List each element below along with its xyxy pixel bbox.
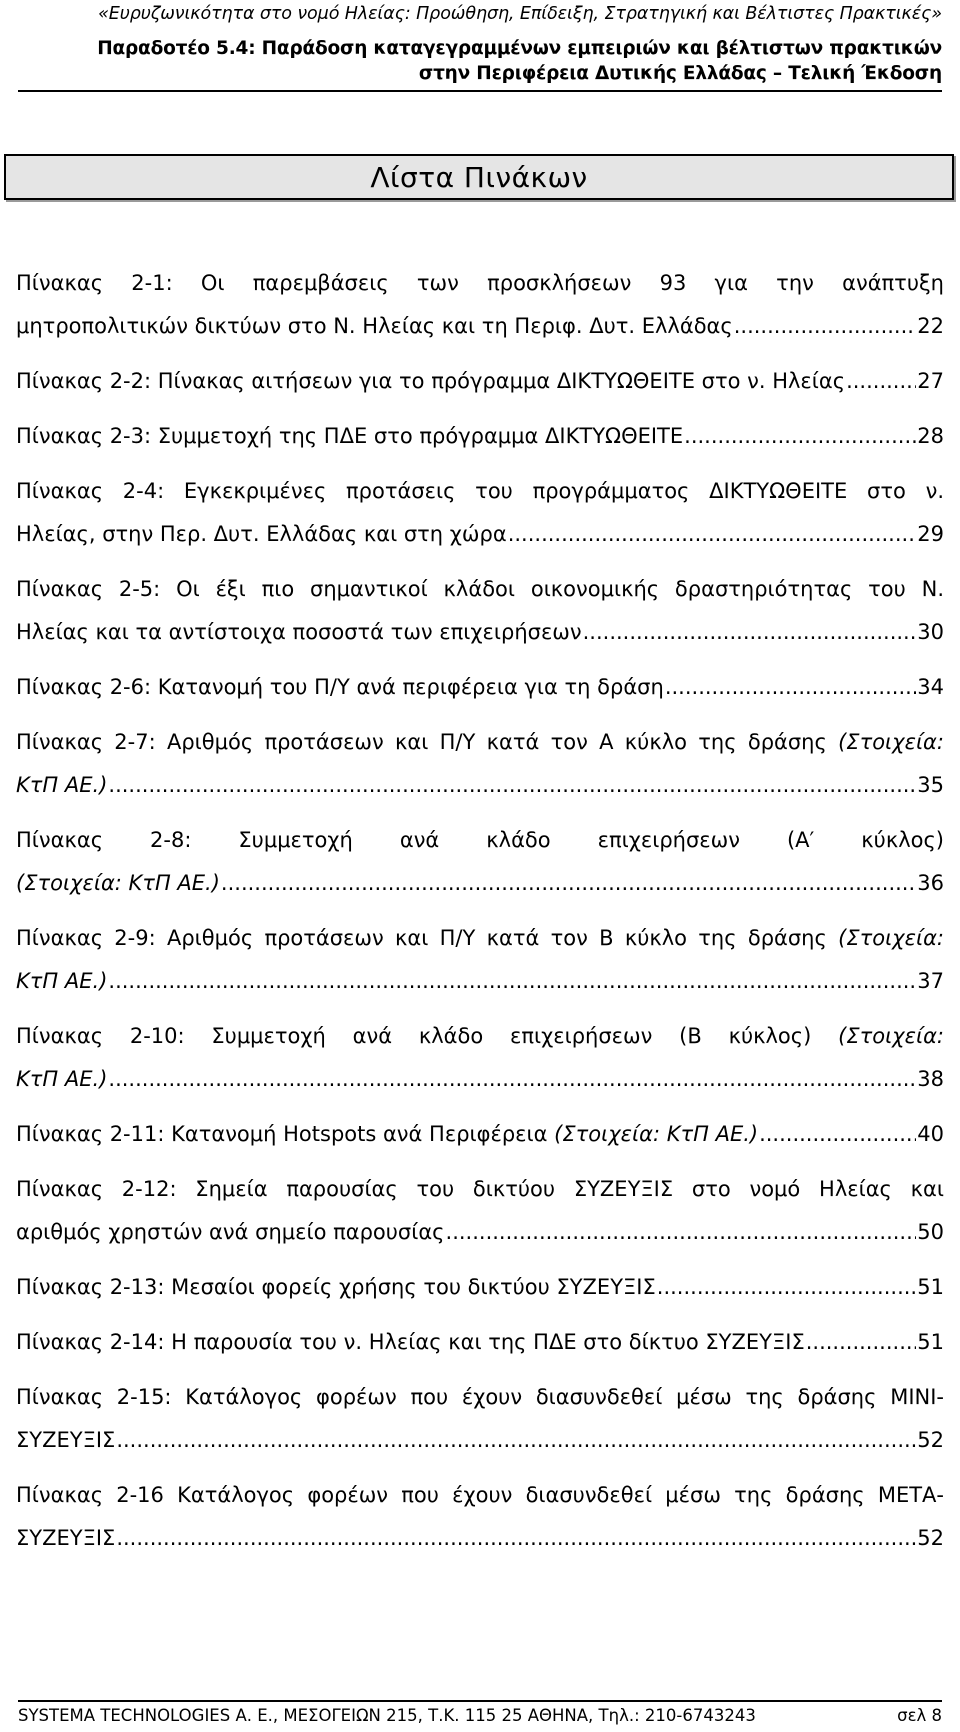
toc-page-number: 22 <box>917 314 944 338</box>
toc-entry-title: Πίνακας 2-11: Κατανομή Hotspots ανά Περιφέρεια <box>16 1122 555 1146</box>
toc-dot-leader <box>221 862 916 905</box>
toc-page-number: 36 <box>917 871 944 895</box>
toc-entry-source: (Στοιχεία: <box>838 1024 944 1048</box>
toc-entry-text <box>16 415 683 458</box>
toc-entry-text <box>16 666 664 709</box>
toc-entry-last-line <box>16 666 944 709</box>
toc-entry[interactable] <box>16 1168 944 1254</box>
toc-entry-text <box>16 1419 115 1462</box>
toc-page-number: 51 <box>917 1330 944 1354</box>
footer-page-number: σελ 8 <box>897 1706 942 1725</box>
toc-dot-leader <box>108 764 916 807</box>
toc-entry-text: Πίνακας 2-1: Οι παρεμβάσεις των προσκλήσεων 93 για την ανάπτυξη <box>16 271 944 295</box>
footer-company: SYSTEMA TECHNOLOGIES Α. Ε., ΜΕΣΟΓΕΙΩΝ 215, Τ.Κ. 115 25 ΑΘΗΝΑ, Τηλ.: 210-6743243 <box>18 1706 756 1725</box>
toc-dot-leader <box>684 415 916 458</box>
toc-entry-text: Πίνακας 2-16 Κατάλογος φορέων που έχουν διασυνδεθεί μέσω της δράσης ΜΕΤΑ- <box>16 1483 944 1507</box>
toc-entry-title: αριθμός χρηστών ανά σημείο παρουσίας <box>16 1220 445 1244</box>
toc-entry-source: (Στοιχεία: <box>838 730 944 754</box>
toc-entry[interactable] <box>16 917 944 1003</box>
toc-entry-title: Ηλείας και τα αντίστοιχα ποσοστά των επιχειρήσεων <box>16 620 582 644</box>
toc-entry[interactable] <box>16 819 944 905</box>
toc-entry[interactable] <box>16 415 944 458</box>
toc-entry[interactable] <box>16 1321 944 1364</box>
toc-entry-source: (Στοιχεία: <box>838 926 944 950</box>
toc-entry-text <box>16 1211 445 1254</box>
toc-entry-title: Πίνακας 2-14: Η παρουσία του ν. Ηλείας και της ΠΔΕ στο δίκτυο ΣΥΖΕΥΞΙΣ <box>16 1330 805 1354</box>
toc-entry-text: Πίνακας 2-7: Αριθμός προτάσεων και Π/Υ κατά τον Α κύκλο της δράσης <box>16 730 827 754</box>
toc-entry-text <box>16 513 507 556</box>
toc-entry-title: Πίνακας 2-3: Συμμετοχή της ΠΔΕ στο πρόγραμμα ΔΙΚΤΥΩΘΕΙΤΕ <box>16 424 684 448</box>
toc-dot-leader <box>657 1266 917 1309</box>
toc-entry-text: Πίνακας 2-4: Εγκεκριμένες προτάσεις του προγράμματος ΔΙΚΤΥΩΘΕΙΤΕ στο ν. <box>16 479 944 503</box>
toc-entry[interactable] <box>16 666 944 709</box>
toc-entry-last-line <box>16 1113 944 1156</box>
toc-entry-last-line <box>16 360 944 403</box>
toc-dot-leader <box>108 960 916 1003</box>
toc-entry-last-line <box>16 611 944 654</box>
toc-dot-leader <box>508 513 917 556</box>
toc-entry-source: ΚτΠ ΑΕ.) <box>16 1067 108 1091</box>
toc-entry[interactable] <box>16 721 944 807</box>
toc-dot-leader <box>734 305 917 348</box>
toc-page-number: 38 <box>917 1067 944 1091</box>
toc-entry-source: ΚτΠ ΑΕ.) <box>16 773 108 797</box>
toc-dot-leader <box>116 1517 916 1560</box>
toc-entry-first-line <box>16 1015 944 1058</box>
toc-page-number: 37 <box>917 969 944 993</box>
toc-dot-leader <box>846 360 916 403</box>
toc-entry-first-line <box>16 1474 944 1517</box>
toc-entry-last-line <box>16 862 944 905</box>
toc-entry-text <box>16 305 733 348</box>
toc-entry-title: Πίνακας 2-13: Μεσαίοι φορείς χρήσης του δικτύου ΣΥΖΕΥΞΙΣ <box>16 1275 656 1299</box>
toc-entry-first-line <box>16 1168 944 1211</box>
toc-entry-last-line <box>16 513 944 556</box>
toc-entry-text <box>16 611 582 654</box>
toc-entry-title: ΣΥΖΕΥΞΙΣ <box>16 1428 116 1452</box>
toc-page-number: 35 <box>917 773 944 797</box>
toc-entry-title: μητροπολιτικών δικτύων στο Ν. Ηλείας και τη Περιφ. Δυτ. Ελλάδας <box>16 314 733 338</box>
toc-entry-first-line <box>16 568 944 611</box>
toc-entry-text: Πίνακας 2-10: Συμμετοχή ανά κλάδο επιχειρήσεων (Β κύκλος) <box>16 1024 812 1048</box>
toc-entry-title: ΣΥΖΕΥΞΙΣ <box>16 1526 116 1550</box>
toc-dot-leader <box>759 1113 916 1156</box>
toc-entry-text <box>16 862 220 905</box>
deliverable-title-line-1: Παραδοτέο 5.4: Παράδοση καταγεγραμμένων εμπειριών και βέλτιστων πρακτικών <box>97 38 942 59</box>
toc-entry-title: Πίνακας 2-6: Κατανομή του Π/Υ ανά περιφέρεια για τη δράση <box>16 675 664 699</box>
toc-entry-last-line <box>16 1211 944 1254</box>
toc-entry-text <box>16 1517 115 1560</box>
toc-dot-leader <box>116 1419 916 1462</box>
toc-entry-source: ΚτΠ ΑΕ.) <box>16 969 108 993</box>
toc-entry-first-line <box>16 1376 944 1419</box>
toc-page-number: 30 <box>917 620 944 644</box>
toc-entry-text: Πίνακας 2-8: Συμμετοχή ανά κλάδο επιχειρήσεων (Α′ κύκλος) <box>16 828 944 852</box>
toc-entry-text <box>16 1113 758 1156</box>
toc-page-number: 40 <box>917 1122 944 1146</box>
toc-entry-text: Πίνακας 2-5: Οι έξι πιο σημαντικοί κλάδοι οικονομικής δραστηριότητας του Ν. <box>16 577 944 601</box>
toc-entry-last-line <box>16 764 944 807</box>
toc-entry-text <box>16 360 845 403</box>
toc-entry-title: Ηλείας, στην Περ. Δυτ. Ελλάδας και στη χώρα <box>16 522 507 546</box>
toc-entry-last-line <box>16 415 944 458</box>
toc-page-number: 27 <box>917 369 944 393</box>
toc-entry-text <box>16 1321 805 1364</box>
toc-page-number: 52 <box>917 1428 944 1452</box>
toc-entry[interactable] <box>16 1113 944 1156</box>
toc-entry-text: Πίνακας 2-12: Σημεία παρουσίας του δικτύου ΣΥΖΕΥΞΙΣ στο νομό Ηλείας και <box>16 1177 944 1201</box>
toc-dot-leader <box>806 1321 917 1364</box>
toc-entry-last-line <box>16 305 944 348</box>
toc-dot-leader <box>583 611 917 654</box>
toc-entry[interactable] <box>16 470 944 556</box>
toc-entry-last-line <box>16 960 944 1003</box>
toc-entry[interactable] <box>16 568 944 654</box>
toc-entry-last-line <box>16 1058 944 1101</box>
toc-page-number: 50 <box>917 1220 944 1244</box>
page-header <box>18 0 942 92</box>
toc-page-number: 52 <box>917 1526 944 1550</box>
toc-dot-leader <box>108 1058 916 1101</box>
toc-entry[interactable] <box>16 1474 944 1560</box>
toc-entry-text <box>16 960 107 1003</box>
project-title: «Ευρυζωνικότητα στο νομό Ηλείας: Προώθηση, Επίδειξη, Στρατηγική και Βέλτιστες Πρακτικές» <box>98 4 942 24</box>
toc-entry-text: Πίνακας 2-15: Κατάλογος φορέων που έχουν διασυνδεθεί μέσω της δράσης ΜΙΝΙ- <box>16 1385 944 1409</box>
toc-entry-text <box>16 1058 107 1101</box>
list-of-tables-title-box <box>4 154 954 200</box>
toc-entry-first-line <box>16 917 944 960</box>
toc-page-number: 51 <box>917 1275 944 1299</box>
toc-entry-last-line <box>16 1321 944 1364</box>
deliverable-title-line-2: στην Περιφέρεια Δυτικής Ελλάδας – Τελική Έκδοση <box>418 63 942 84</box>
toc-entry[interactable] <box>16 262 944 348</box>
toc-entry-text <box>16 764 107 807</box>
toc-entry-source: (Στοιχεία: ΚτΠ ΑΕ.) <box>554 1122 759 1146</box>
toc-dot-leader <box>446 1211 917 1254</box>
toc-page-number: 28 <box>917 424 944 448</box>
deliverable-title <box>18 36 942 86</box>
page-footer <box>18 1700 942 1725</box>
toc-entry-source: (Στοιχεία: ΚτΠ ΑΕ.) <box>16 871 220 895</box>
toc-entry[interactable] <box>16 1266 944 1309</box>
table-of-tables <box>16 262 944 1572</box>
toc-entry-text: Πίνακας 2-9: Αριθμός προτάσεων και Π/Υ κατά τον Β κύκλο της δράσης <box>16 926 827 950</box>
toc-entry-first-line <box>16 262 944 305</box>
toc-entry-last-line <box>16 1266 944 1309</box>
toc-entry[interactable] <box>16 1376 944 1462</box>
header-rule <box>18 90 942 92</box>
toc-entry[interactable] <box>16 360 944 403</box>
toc-entry-text <box>16 1266 656 1309</box>
toc-entry-first-line <box>16 470 944 513</box>
toc-entry-first-line <box>16 721 944 764</box>
toc-entry-last-line <box>16 1419 944 1462</box>
toc-entry[interactable] <box>16 1015 944 1101</box>
toc-dot-leader <box>665 666 916 709</box>
toc-entry-title: Πίνακας 2-2: Πίνακας αιτήσεων για το πρόγραμμα ΔΙΚΤΥΩΘΕΙΤΕ στο ν. Ηλείας <box>16 369 846 393</box>
toc-page-number: 34 <box>917 675 944 699</box>
toc-entry-last-line <box>16 1517 944 1560</box>
toc-entry-first-line <box>16 819 944 862</box>
list-of-tables-title: Λίστα Πινάκων <box>370 160 588 194</box>
toc-page-number: 29 <box>917 522 944 546</box>
